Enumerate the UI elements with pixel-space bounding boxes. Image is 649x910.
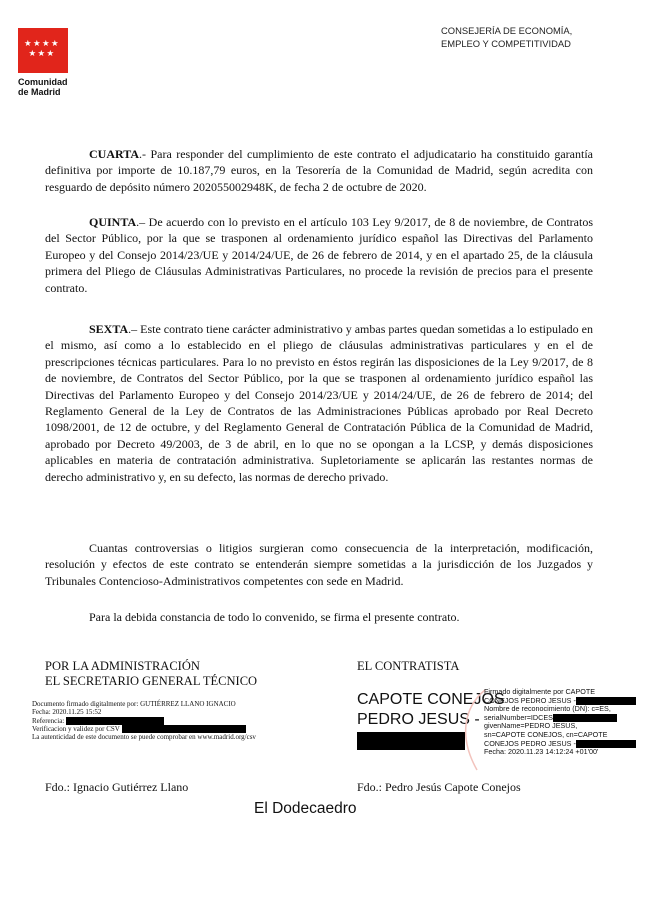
redaction-box	[66, 717, 164, 725]
comunidad-madrid-logo	[18, 28, 78, 97]
svg-text:★: ★	[46, 49, 55, 59]
admin-signature-heading: POR LA ADMINISTRACIÓN EL SECRETARIO GENERAL TÉCNICO	[45, 659, 258, 688]
department-header: CONSEJERÍA DE ECONOMÍA, EMPLEO Y COMPETITIVIDAD	[441, 25, 573, 49]
clause-sexta	[45, 321, 593, 485]
madrid-flag-icon	[18, 28, 68, 73]
admin-signer-name: Fdo.: Ignacio Gutiérrez Llano	[45, 780, 189, 794]
clause-quinta-text: .– De acuerdo con lo previsto en el artículo 103 Ley 9/2017, de 8 de noviembre, de Contratos del Sector Público, por la que se trasponen al ordenamiento jurídico español las Directivas del Parlamento Europeo y del Consejo 2014/23/UE y 2014/24/UE, de 26 de febrero de 2014, y en el apartado 25, de la cláusula primera del Pliego de Cláusulas Administrativas Particulares, no procede la revisión de precios para el presente contrato.	[45, 215, 593, 295]
svg-text:★: ★	[51, 39, 59, 49]
contractor-certificate-details: Firmado digitalmente por CAPOTE CONEJOS PEDRO JESUS - Nombre de reconocimiento (DN): c=ES, serialNumber=IDCES givenName=PEDRO JESUS, sn=CAPOTE CONEJOS, cn=CAPOTE CONEJOS PEDRO JESUS - Fecha: 2020.11.23 14:12:24 +01'00'	[484, 688, 644, 757]
redaction-box	[122, 725, 246, 733]
logo-label: Comunidad de Madrid	[18, 77, 68, 97]
clause-cuarta-lead: CUARTA	[89, 147, 140, 161]
clause-quinta	[45, 214, 593, 296]
clause-cuarta-text: .- Para responder del cumplimiento de este contrato el adjudicatario ha constituido garantía definitiva por importe de 10.187,79 euros, en la Tesorería de la Comunidad de Madrid, según acredita con resguardo de depósito número 202055002948K, de fecha 2 de octubre de 2020.	[45, 147, 593, 194]
constancia-paragraph: Para la debida constancia de todo lo convenido, se firma el presente contrato.	[89, 610, 460, 624]
contractor-signature-name-2: PEDRO JESUS -	[357, 711, 480, 728]
controversias-paragraph: Cuantas controversias o litigios surgieran como consecuencia de la interpretación, modificación, resolución y efectos de este contrato se entenderán siempre sometidas a la jurisdicción de los Juzgados y Tribunales Contencioso-Administrativos competentes con sede en Madrid.	[45, 541, 593, 588]
clause-cuarta	[45, 146, 593, 195]
admin-digital-certificate: Documento firmado digitalmente por: GUTIÉRREZ LLANO IGNACIO Fecha: 2020.11.25 15:52 Referencia: Verificacion y validez por CSV La autenticidad de este documento se puede comprobar en www.madrid.org/csv	[32, 700, 256, 742]
svg-text:★: ★	[24, 39, 32, 49]
redaction-box	[357, 732, 465, 750]
clause-sexta-lead: SEXTA	[89, 322, 129, 336]
clause-quinta-lead: QUINTA	[89, 215, 137, 229]
svg-text:★: ★	[28, 49, 37, 59]
svg-text:★: ★	[42, 39, 50, 49]
svg-text:★: ★	[37, 49, 46, 59]
svg-text:★: ★	[33, 39, 41, 49]
contractor-signer-name: Fdo.: Pedro Jesús Capote Conejos	[357, 780, 521, 794]
clause-sexta-text: .– Este contrato tiene carácter administrativo y ambas partes quedan sometidas a lo estipulado en el mismo, así como a lo establecido en el pliego de cláusulas administrativas particulares y en el de prescripciones técnicas particulares. Para lo no previsto en éstos regirán las disposiciones de la Ley 9/2017, de 8 de noviembre, de Contratos del Sector Público, por la que se trasponen al ordenamiento jurídico español las Directivas del Parlamento Europeo y del Consejo 2014/23/UE y 2014/24/UE, de 26 de febrero de 2014; del Reglamento General de la Ley de Contratos de las Administraciones Públicas aprobado por Real Decreto 1098/2001, de 12 de octubre, y del Reglamento General de Contratación Pública de la Comunidad de Madrid, aprobado por Decreto 49/2003, de 3 de abril, en lo que no se opongan a la LCSP, y demás disposiciones aplicables en materia de contratación administrativa. Supletoriamente se aplicarán las restantes normas de derecho administrativo y, en su defecto, las normas de derecho privado.	[45, 322, 593, 484]
contractor-signature-name-1: CAPOTE CONEJOS	[357, 691, 505, 708]
contractor-heading: EL CONTRATISTA	[357, 659, 460, 673]
watermark-text: El Dodecaedro	[254, 800, 357, 817]
